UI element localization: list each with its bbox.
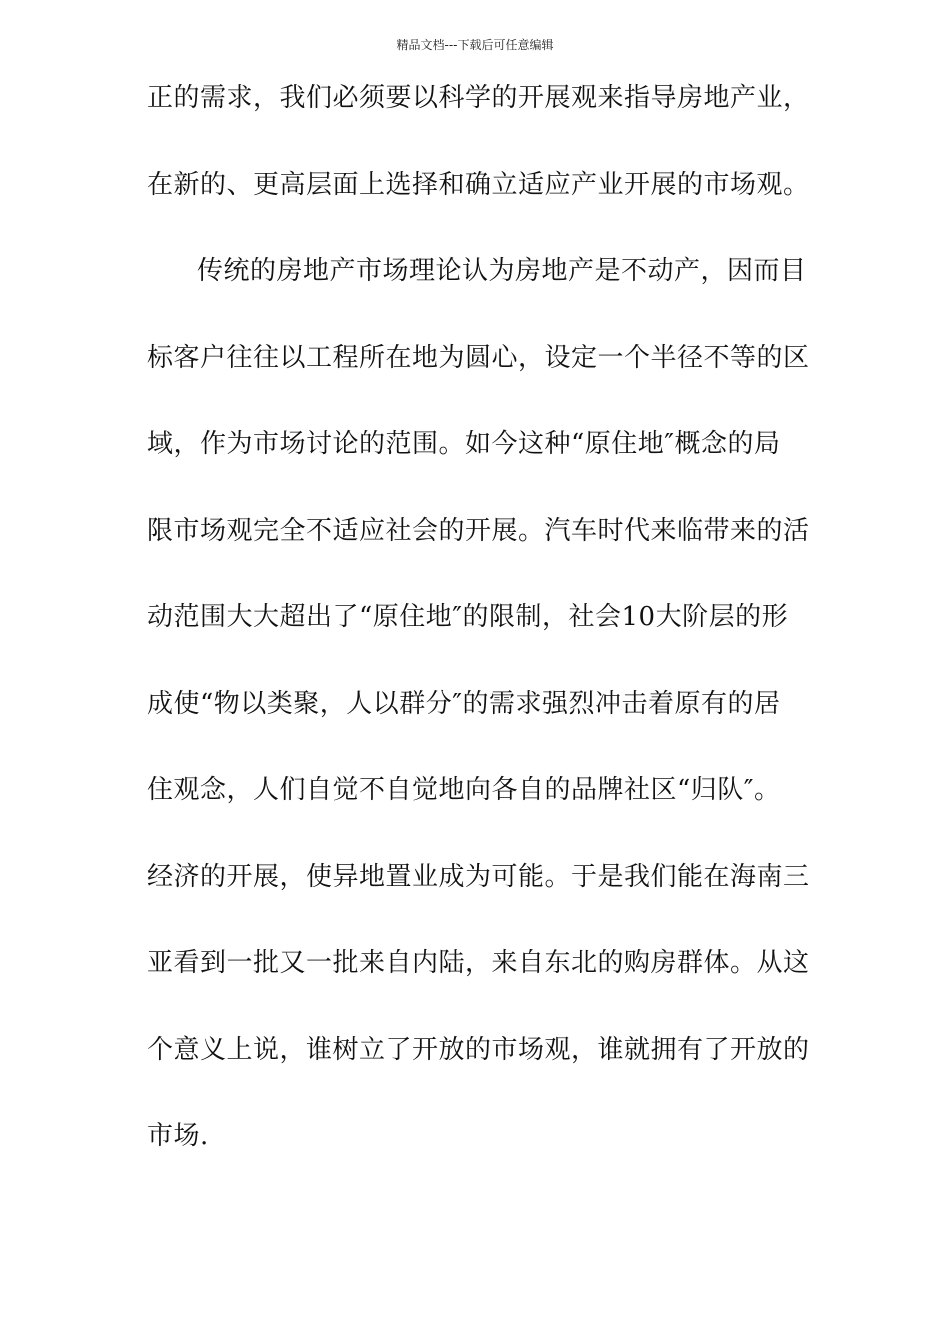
paragraph-line: 限市场观完全不适应社会的开展。汽车时代来临带来的活 bbox=[147, 515, 810, 546]
paragraph-line: 标客户往往以工程所在地为圆心，设定一个半径不等的区 bbox=[147, 342, 810, 373]
paragraph-line: 动范围大大超出了“原住地″的限制，社会10大阶层的形 bbox=[147, 602, 789, 632]
paragraph-line: 在新的、更高层面上选择和确立适应产业开展的市场观。 bbox=[147, 169, 810, 200]
paragraph-line: 正的需求，我们必须要以科学的开展观来指导房地产业， bbox=[147, 83, 810, 113]
paragraph-line: 传统的房地产市场理论认为房地产是不动产，因而目 bbox=[197, 256, 807, 286]
page-header: 精品文档---下载后可任意编辑 bbox=[396, 38, 554, 52]
paragraph-line: 成使“物以类聚，人以群分″的需求强烈冲击着原有的居 bbox=[147, 688, 781, 719]
paragraph-line: 亚看到一批又一批来自内陆，来自东北的购房群体。从这 bbox=[147, 948, 810, 978]
paragraph-line: 市场. bbox=[147, 1121, 209, 1151]
paragraph-line: 住观念，人们自觉不自觉地向各自的品牌社区“归队″。 bbox=[147, 775, 781, 805]
paragraph-line: 经济的开展，使异地置业成为可能。于是我们能在海南三 bbox=[147, 861, 810, 892]
document-body bbox=[147, 72, 810, 1197]
paragraph-line: 个意义上说，谁树立了开放的市场观，谁就拥有了开放的 bbox=[147, 1034, 810, 1065]
paragraph-line: 域，作为市场讨论的范围。如今这种“原住地″概念的局 bbox=[147, 429, 781, 459]
